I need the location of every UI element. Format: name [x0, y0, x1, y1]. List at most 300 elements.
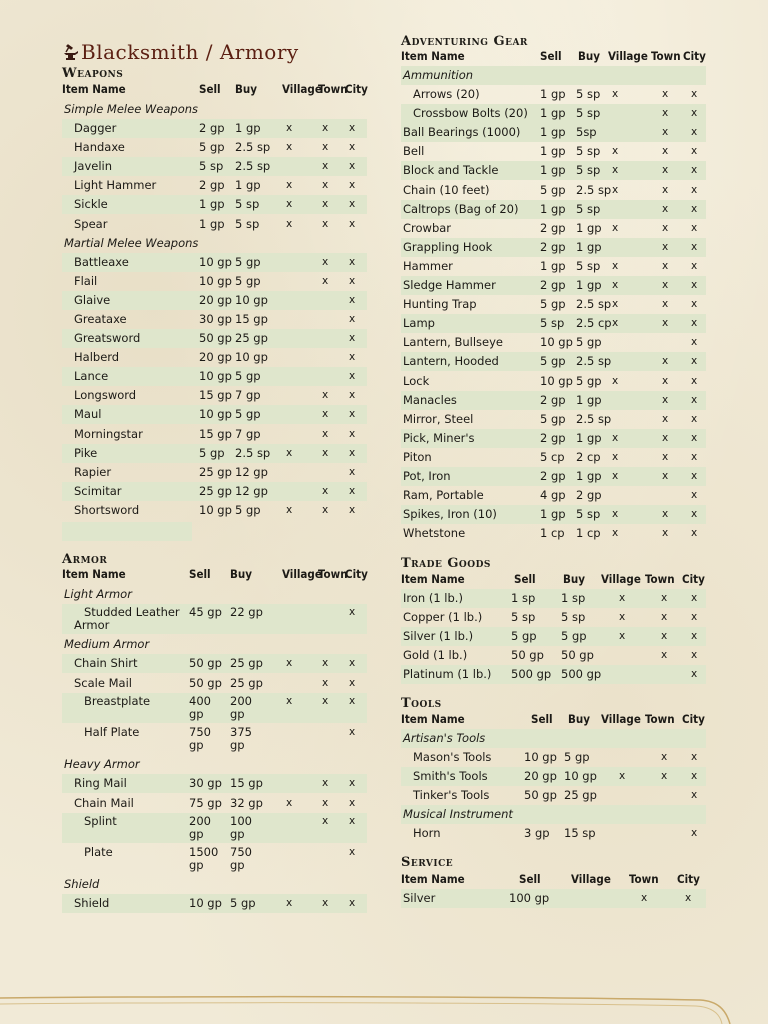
availability-mark: x: [691, 827, 698, 840]
availability-mark: x: [286, 179, 293, 192]
availability-mark: x: [349, 179, 356, 192]
buy-price: 15 sp: [564, 826, 596, 841]
item-name: Scimitar: [74, 483, 122, 498]
availability-mark: x: [349, 122, 356, 134]
availability-mark: x: [691, 259, 698, 272]
item-name: Flail: [74, 273, 98, 288]
buy-price: 5 sp: [576, 163, 601, 178]
buy-price: 5 gp: [230, 896, 256, 910]
table-row: [401, 295, 706, 314]
category-row: [62, 585, 367, 604]
availability-mark: x: [662, 240, 669, 253]
availability-mark: x: [691, 164, 698, 177]
item-name: Spikes, Iron (10): [403, 507, 497, 522]
availability-mark: x: [619, 592, 626, 604]
availability-mark: x: [662, 145, 669, 158]
item-name: Morningstar: [74, 426, 143, 441]
availability-mark: x: [662, 202, 669, 215]
sell-price: 50 gp: [199, 331, 232, 345]
column-header-item-name: Item Name: [401, 872, 465, 886]
buy-price: 7 gp: [235, 388, 261, 403]
table-header-row: [401, 570, 706, 589]
sell-price: 75 gp: [189, 795, 222, 810]
availability-mark: x: [691, 450, 698, 463]
table-row: [401, 219, 706, 238]
buy-price: 1 cp: [576, 526, 601, 541]
table-row: [401, 372, 706, 391]
item-name: Ball Bearings (1000): [403, 125, 521, 140]
availability-mark: x: [349, 332, 356, 344]
table-row: [62, 674, 367, 693]
availability-mark: x: [349, 815, 356, 827]
table-row: [62, 724, 367, 754]
sell-price: 10 gp: [189, 896, 222, 910]
availability-mark: x: [691, 649, 698, 662]
table-row: [401, 161, 706, 180]
availability-mark: x: [286, 657, 293, 669]
table-row: [62, 463, 367, 482]
availability-mark: x: [691, 126, 698, 139]
table-row: [401, 786, 706, 805]
buy-price: 5 sp: [576, 201, 601, 216]
availability-mark: x: [322, 408, 329, 421]
column-header-buy: Buy: [578, 49, 600, 63]
buy-price: 5 gp: [576, 335, 602, 350]
availability-mark: x: [662, 88, 669, 100]
item-name: Mirror, Steel: [403, 411, 474, 426]
availability-mark: x: [691, 221, 698, 234]
table-row: [401, 486, 706, 505]
table-row: [62, 386, 367, 405]
category-row: [62, 875, 367, 894]
table-row: [401, 238, 706, 257]
buy-price: 2.5 sp: [235, 140, 271, 155]
item-name: Pot, Iron: [403, 469, 451, 483]
availability-mark: x: [661, 751, 668, 763]
availability-mark: x: [619, 770, 626, 783]
table-row: [401, 608, 706, 627]
availability-mark: x: [349, 370, 356, 383]
table-row: [401, 200, 706, 219]
buy-price: 2.5 sp: [235, 445, 271, 460]
availability-mark: x: [322, 179, 329, 192]
table-row: [401, 627, 706, 646]
table-row: [62, 253, 367, 272]
availability-mark: x: [612, 259, 619, 272]
availability-mark: x: [349, 897, 356, 909]
category-label: Light Armor: [64, 587, 132, 601]
table-row: [62, 693, 367, 723]
sell-price: 1 gp: [540, 201, 566, 216]
item-name: Splint: [84, 814, 117, 828]
item-name: Light Hammer: [74, 178, 157, 193]
buy-price: 1 gp: [576, 239, 602, 254]
item-name: Whetstone: [403, 526, 466, 541]
availability-mark: x: [691, 789, 698, 802]
availability-mark: x: [691, 298, 698, 311]
sell-price: 5 gp: [199, 140, 225, 155]
category-label: Heavy Armor: [64, 757, 140, 771]
item-name: Silver: [403, 891, 436, 905]
column-header-village: Village: [601, 572, 641, 586]
table-row: [62, 813, 367, 843]
sell-price: 5 gp: [540, 411, 566, 426]
buy-price: 1 sp: [561, 591, 586, 605]
availability-mark: x: [662, 508, 669, 521]
availability-mark: x: [322, 796, 329, 809]
table-row: [62, 215, 367, 234]
item-name: Shortsword: [74, 502, 140, 517]
availability-mark: x: [641, 892, 648, 904]
column-header-town: Town: [645, 572, 675, 586]
table-row: [62, 157, 367, 176]
availability-mark: x: [662, 126, 669, 139]
category-label: Ammunition: [403, 68, 474, 82]
sell-price: 1 sp: [511, 591, 536, 605]
availability-mark: x: [322, 503, 329, 516]
table-row: [62, 604, 367, 634]
item-name: Bell: [403, 144, 425, 159]
buy-price: 5 gp: [235, 273, 261, 288]
availability-mark: x: [349, 465, 356, 478]
item-name: Mason's Tools: [413, 750, 492, 764]
availability-mark: x: [691, 88, 698, 100]
availability-mark: x: [662, 183, 669, 196]
availability-mark: x: [691, 279, 698, 291]
availability-mark: x: [349, 777, 356, 789]
availability-mark: x: [322, 777, 329, 789]
section-title-adventuring-gear: Adventuring Gear: [401, 34, 528, 49]
availability-mark: x: [612, 374, 619, 387]
item-name: Greatsword: [74, 331, 141, 345]
availability-mark: x: [612, 431, 619, 444]
buy-price: 12 gp: [235, 483, 268, 498]
table-row: [401, 391, 706, 410]
buy-price: 2.5 sp: [576, 411, 612, 426]
item-name: Arrows (20): [413, 87, 480, 101]
sell-price: 10 gp: [199, 273, 232, 288]
availability-mark: x: [662, 470, 669, 482]
table-row: [401, 314, 706, 333]
availability-mark: x: [662, 393, 669, 406]
item-name: Gold (1 lb.): [403, 648, 468, 663]
availability-mark: x: [612, 317, 619, 330]
item-name: Smith's Tools: [413, 769, 488, 784]
buy-price: 15 gp: [235, 311, 268, 326]
table-row: [401, 767, 706, 786]
buy-price: 5sp: [576, 125, 597, 140]
table-header-row: [401, 47, 706, 66]
buy-price: 5 sp: [576, 507, 601, 522]
availability-mark: x: [322, 255, 329, 268]
availability-mark: x: [612, 279, 619, 291]
item-name: Maul: [74, 407, 102, 422]
sell-price: 10 gp: [524, 750, 557, 764]
buy-price: 15 gp: [230, 776, 263, 790]
table-header-row: [62, 80, 367, 99]
availability-mark: x: [612, 221, 619, 234]
availability-mark: x: [612, 183, 619, 196]
category-row: [62, 755, 367, 774]
table-row: [401, 665, 706, 684]
item-name: Iron (1 lb.): [403, 591, 463, 605]
buy-price: 25 gp: [235, 331, 268, 345]
item-name: Greataxe: [74, 311, 127, 326]
sell-price: 400 gp: [189, 694, 211, 721]
buy-price: 25 gp: [230, 675, 263, 690]
availability-mark: x: [691, 374, 698, 387]
availability-mark: x: [286, 446, 293, 459]
column-header-sell: Sell: [189, 567, 211, 581]
availability-mark: x: [662, 298, 669, 311]
item-name: Grappling Hook: [403, 239, 493, 254]
buy-price: 50 gp: [561, 648, 594, 663]
buy-price: 2.5 sp: [576, 297, 612, 312]
buy-price: 1 gp: [235, 121, 261, 135]
availability-mark: x: [349, 160, 356, 173]
availability-mark: x: [349, 726, 356, 738]
item-name: Lance: [74, 369, 109, 384]
sell-price: 50 gp: [524, 788, 557, 803]
table-row: [401, 276, 706, 295]
page-border-flourish: [0, 984, 768, 1024]
buy-price: 5 gp: [561, 629, 587, 644]
column-header-buy: Buy: [230, 567, 252, 581]
availability-mark: x: [619, 611, 626, 624]
buy-price: 2.5 sp: [235, 159, 271, 174]
table-row: [401, 429, 706, 448]
section-title-armor: Armor: [62, 552, 108, 567]
column-header-item-name: Item Name: [401, 712, 465, 726]
table-row: [401, 448, 706, 467]
table-row: [401, 142, 706, 161]
availability-mark: x: [612, 145, 619, 158]
table-row: [62, 425, 367, 444]
table-row: [62, 894, 367, 913]
item-name: Block and Tackle: [403, 163, 499, 178]
column-header-town: Town: [651, 49, 681, 63]
availability-mark: x: [286, 897, 293, 909]
sell-price: 1 gp: [540, 125, 566, 140]
availability-mark: x: [322, 695, 329, 707]
item-name: Studded Leather Armor: [74, 605, 180, 632]
availability-mark: x: [349, 846, 356, 858]
table-row: [62, 176, 367, 195]
availability-mark: x: [322, 484, 329, 497]
item-name: Battleaxe: [74, 254, 129, 269]
item-name: Copper (1 lb.): [403, 610, 483, 625]
table-row: [62, 501, 367, 520]
availability-mark: x: [349, 141, 356, 154]
sell-price: 1 gp: [199, 197, 225, 212]
sell-price: 10 gp: [199, 502, 232, 517]
availability-mark: x: [286, 217, 293, 230]
table-row: [401, 352, 706, 371]
buy-price: 750 gp: [230, 845, 252, 872]
sell-price: 2 gp: [540, 239, 566, 254]
availability-mark: x: [349, 293, 356, 306]
availability-mark: x: [691, 107, 698, 120]
availability-mark: x: [691, 592, 698, 604]
sell-price: 15 gp: [199, 388, 232, 403]
buy-price: 5 gp: [564, 750, 590, 764]
availability-mark: x: [691, 183, 698, 196]
category-label: Medium Armor: [64, 637, 150, 651]
page-title-text: Blacksmith / Armory: [81, 40, 299, 64]
page-title: [62, 40, 299, 64]
availability-mark: x: [349, 676, 356, 689]
item-name: Shield: [74, 896, 110, 910]
sell-price: 50 gp: [189, 675, 222, 690]
availability-mark: x: [349, 484, 356, 497]
sell-price: 1 gp: [540, 163, 566, 178]
buy-price: 5 gp: [576, 373, 602, 388]
sell-price: 25 gp: [199, 483, 232, 498]
column-header-buy: Buy: [235, 82, 257, 96]
sell-price: 1 gp: [540, 87, 566, 101]
availability-mark: x: [662, 221, 669, 234]
availability-mark: x: [691, 317, 698, 330]
table-row: [62, 291, 367, 310]
availability-mark: x: [286, 122, 293, 134]
buy-price: 5 gp: [235, 407, 261, 422]
availability-mark: x: [322, 446, 329, 459]
column-header-item-name: Item Name: [62, 567, 126, 581]
table-row: [401, 410, 706, 429]
availability-mark: x: [349, 408, 356, 421]
buy-price: 2.5 sp: [576, 354, 612, 369]
availability-mark: x: [286, 695, 293, 707]
sell-price: 1500 gp: [189, 845, 219, 872]
buy-price: 5 sp: [576, 258, 601, 273]
item-name: Tinker's Tools: [413, 788, 490, 803]
sell-price: 2 gp: [199, 178, 225, 193]
table-row: [401, 889, 706, 908]
availability-mark: x: [662, 374, 669, 387]
item-name: Sickle: [74, 197, 108, 212]
table-row: [401, 85, 706, 104]
sell-price: 45 gp: [189, 605, 222, 619]
item-name: Halberd: [74, 350, 120, 365]
item-name: Lock: [403, 373, 430, 388]
table-row: [62, 138, 367, 157]
availability-mark: x: [286, 141, 293, 154]
section-title-trade-goods: Trade Goods: [401, 556, 491, 571]
sell-price: 1 gp: [540, 507, 566, 522]
item-name: Ram, Portable: [403, 488, 484, 503]
table-header-row: [62, 565, 367, 584]
buy-price: 1 gp: [576, 392, 602, 407]
availability-mark: x: [349, 695, 356, 707]
column-header-city: City: [345, 82, 368, 96]
availability-mark: x: [286, 503, 293, 516]
availability-mark: x: [661, 611, 668, 624]
item-name: Dagger: [74, 121, 117, 135]
sell-price: 3 gp: [524, 826, 550, 841]
sell-price: 1 gp: [540, 258, 566, 273]
availability-mark: x: [322, 676, 329, 689]
item-name: Longsword: [74, 388, 137, 403]
buy-price: 1 gp: [235, 178, 261, 193]
item-name: Javelin: [74, 159, 112, 174]
category-row: [62, 100, 367, 119]
availability-mark: x: [662, 279, 669, 291]
availability-mark: x: [691, 240, 698, 253]
buy-price: 22 gp: [230, 605, 263, 619]
column-header-town: Town: [645, 712, 675, 726]
table-row: [62, 444, 367, 463]
column-header-item-name: Item Name: [401, 49, 465, 63]
blank-row: [62, 522, 192, 541]
availability-mark: x: [286, 198, 293, 211]
availability-mark: x: [691, 770, 698, 783]
table-row: [62, 310, 367, 329]
category-row: [401, 729, 706, 748]
availability-mark: x: [322, 389, 329, 402]
availability-mark: x: [349, 606, 356, 618]
item-name: Spear: [74, 216, 108, 231]
availability-mark: x: [662, 412, 669, 425]
sell-price: 10 gp: [199, 369, 232, 384]
availability-mark: x: [662, 450, 669, 463]
column-header-sell: Sell: [540, 49, 562, 63]
sell-price: 20 gp: [199, 350, 232, 365]
column-header-village: Village: [282, 567, 322, 581]
column-header-village: Village: [608, 49, 648, 63]
buy-price: 1 gp: [576, 469, 602, 483]
column-header-sell: Sell: [514, 572, 536, 586]
item-name: Caltrops (Bag of 20): [403, 201, 519, 216]
sell-price: 5 gp: [540, 182, 566, 197]
category-row: [401, 66, 706, 85]
buy-price: 25 gp: [230, 656, 263, 670]
category-label: Artisan's Tools: [403, 731, 486, 745]
category-label: Shield: [64, 877, 100, 891]
availability-mark: x: [612, 527, 619, 540]
buy-price: 1 gp: [576, 220, 602, 235]
sell-price: 1 gp: [199, 216, 225, 231]
availability-mark: x: [691, 336, 698, 349]
availability-mark: x: [349, 198, 356, 211]
availability-mark: x: [691, 202, 698, 215]
sell-price: 100 gp: [509, 891, 550, 905]
buy-price: 12 gp: [235, 464, 268, 479]
item-name: Chain Mail: [74, 795, 134, 810]
availability-mark: x: [691, 489, 698, 502]
item-name: Crowbar: [403, 220, 452, 235]
buy-price: 10 gp: [235, 350, 268, 365]
table-header-row: [401, 870, 706, 889]
availability-mark: x: [286, 796, 293, 809]
buy-price: 5 sp: [576, 144, 601, 159]
table-row: [62, 119, 367, 138]
column-header-town: Town: [318, 82, 348, 96]
item-name: Glaive: [74, 292, 111, 307]
category-label: Musical Instrument: [403, 807, 513, 822]
category-label: Simple Melee Weapons: [64, 102, 199, 116]
item-name: Sledge Hammer: [403, 278, 496, 292]
sell-price: 5 gp: [540, 297, 566, 312]
column-header-item-name: Item Name: [62, 82, 126, 96]
table-row: [401, 467, 706, 486]
availability-mark: x: [349, 351, 356, 364]
availability-mark: x: [691, 611, 698, 624]
sell-price: 4 gp: [540, 488, 566, 503]
sell-price: 5 gp: [540, 354, 566, 369]
table-row: [401, 824, 706, 843]
item-name: Hunting Trap: [403, 297, 477, 312]
availability-mark: x: [691, 431, 698, 444]
